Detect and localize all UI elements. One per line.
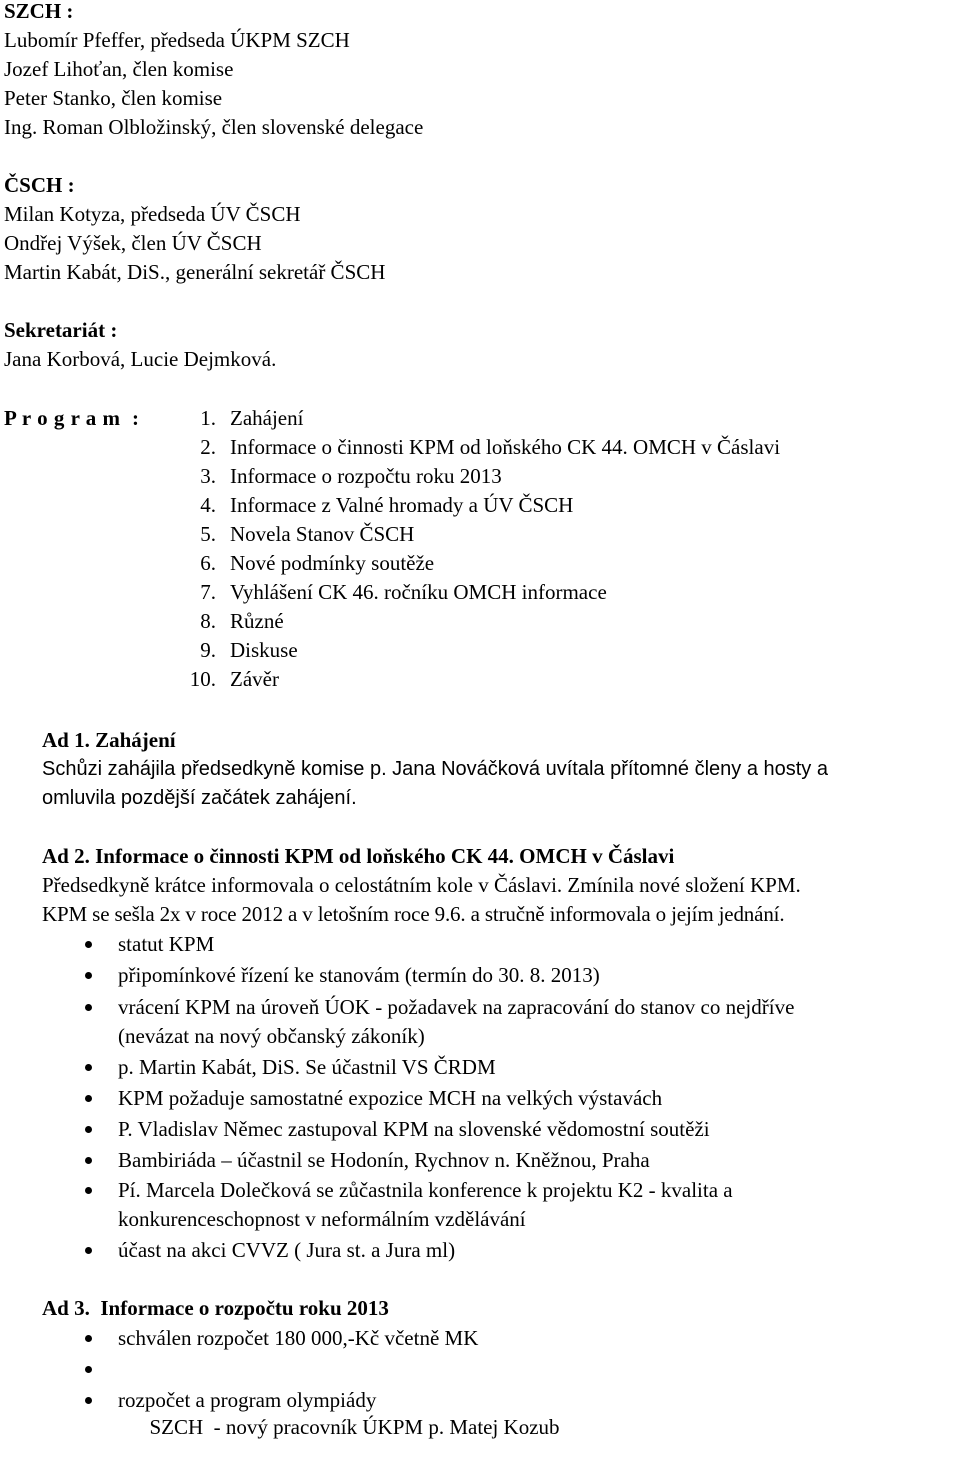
program-item-text: Zahájení	[230, 406, 304, 430]
ad2-paragraph-line: KPM se sešla 2x v roce 2012 a v letošním roce 9.6. a stručně informovala o jejím jednání.	[42, 902, 785, 926]
szch-member: Peter Stanko, člen komise	[4, 86, 223, 110]
program-item-text: Informace o rozpočtu roku 2013	[230, 464, 502, 488]
bullet-item	[118, 1236, 455, 1265]
bullet-text: SZCH - nový pracovník ÚKPM p. Matej Kozub	[149, 1415, 560, 1439]
bullet-icon	[85, 941, 92, 948]
program-item-number: 8.	[200, 609, 216, 633]
bullet-icon	[85, 1335, 92, 1342]
ad1-paragraph-line: omluvila pozdější začátek zahájení.	[42, 787, 357, 809]
szch-member: Lubomír Pfeffer, předseda ÚKPM SZCH	[4, 28, 350, 52]
csch-member: Martin Kabát, DiS., generální sekretář ČSCH	[4, 260, 386, 284]
program-item-number: 6.	[200, 551, 216, 575]
program-item-number: 9.	[200, 638, 216, 662]
program-item-text: Diskuse	[230, 638, 298, 662]
csch-member: Milan Kotyza, předseda ÚV ČSCH	[4, 202, 301, 226]
bullet-item	[118, 1115, 710, 1144]
bullet-icon	[85, 1366, 92, 1373]
bullet-icon	[85, 972, 92, 979]
bullet-text: účast na akci CVVZ ( Jura st. a Jura ml)	[118, 1238, 456, 1262]
bullet-item	[118, 1176, 733, 1205]
secretariat-heading: Sekretariát :	[4, 318, 118, 342]
bullet-text: p. Martin Kabát, DiS. Se účastnil VS ČRDM	[118, 1055, 496, 1079]
bullet-text: Pí. Marcela Dolečková se zůčastnila konference k projektu K2 - kvalita a	[118, 1178, 733, 1202]
program-item-text: Nové podmínky soutěže	[230, 551, 435, 575]
program-item-text: Závěr	[230, 667, 279, 691]
program-item-number: 7.	[200, 580, 216, 604]
bullet-item	[118, 1146, 650, 1175]
program-item-text: Vyhlášení CK 46. ročníku OMCH informace	[230, 580, 607, 604]
program-item-number: 5.	[200, 522, 216, 546]
program-label: P r o g r a m :	[4, 406, 140, 430]
bullet-icon	[85, 1095, 92, 1102]
program-item-number: 1.	[200, 406, 216, 430]
bullet-text-continuation: (nevázat na nový občanský zákoník)	[118, 1024, 425, 1048]
bullet-icon	[85, 1157, 92, 1164]
bullet-item	[118, 993, 794, 1022]
bullet-text: rozpočet a program olympiády	[118, 1388, 377, 1412]
bullet-text: P. Vladislav Němec zastupoval KPM na slovenské vědomostní soutěži	[118, 1117, 710, 1141]
bullet-icon	[85, 1187, 92, 1194]
ad1-heading: Ad 1. Zahájení	[42, 728, 176, 752]
bullet-text: KPM požaduje samostatné expozice MCH na velkých výstavách	[118, 1086, 663, 1110]
bullet-item	[118, 1084, 662, 1113]
bullet-item	[118, 1053, 496, 1082]
bullet-icon	[85, 1397, 92, 1404]
secretariat-members: Jana Korbová, Lucie Dejmková.	[4, 347, 277, 371]
program-item-number: 4.	[200, 493, 216, 517]
program-item-text: Novela Stanov ČSCH	[230, 522, 415, 546]
bullet-text-continuation: konkurenceschopnost v neformálním vzdělávání	[118, 1207, 526, 1231]
szch-heading: SZCH :	[4, 0, 74, 23]
bullet-icon	[85, 1004, 92, 1011]
csch-heading: ČSCH :	[4, 173, 75, 197]
bullet-icon	[85, 1247, 92, 1254]
bullet-text: statut KPM	[118, 932, 215, 956]
bullet-text: připomínkové řízení ke stanovám (termín do 30. 8. 2013)	[118, 963, 600, 987]
bullet-text: Bambiriáda – účastnil se Hodonín, Rychnov n. Kněžnou, Praha	[118, 1148, 650, 1172]
csch-member: Ondřej Výšek, člen ÚV ČSCH	[4, 231, 262, 255]
ad1-paragraph-line: Schůzi zahájila předsedkyně komise p. Jana Nováčková uvítala přítomné členy a hosty a	[42, 758, 828, 780]
szch-member: Ing. Roman Olbložinský, člen slovenské delegace	[4, 115, 424, 139]
bullet-item	[118, 1386, 376, 1415]
ad2-paragraph-line: Předsedkyně krátce informovala o celostátním kole v Čáslavi. Zmínila nové složení KPM.	[42, 873, 801, 897]
bullet-item	[118, 930, 214, 959]
program-item-text: Různé	[230, 609, 284, 633]
bullet-text: vrácení KPM na úroveň ÚOK - požadavek na zapracování do stanov co nejdříve	[118, 995, 795, 1019]
bullet-item	[118, 961, 600, 990]
bullet-icon	[85, 1126, 92, 1133]
program-item-text: Informace z Valné hromady a ÚV ČSCH	[230, 493, 574, 517]
bullet-item	[118, 1324, 478, 1353]
program-item-number: 10.	[189, 667, 216, 691]
ad2-heading: Ad 2. Informace o činnosti KPM od loňského CK 44. OMCH v Čáslavi	[42, 844, 675, 868]
program-item-text: Informace o činnosti KPM od loňského CK 44. OMCH v Čáslavi	[230, 435, 781, 459]
program-item-number: 3.	[200, 464, 216, 488]
ad3-heading: Ad 3. Informace o rozpočtu roku 2013	[42, 1296, 389, 1320]
bullet-icon	[85, 1064, 92, 1071]
bullet-text: schválen rozpočet 180 000,-Kč včetně MK	[118, 1326, 479, 1350]
program-item-number: 2.	[200, 435, 216, 459]
szch-member: Jozef Lihoťan, člen komise	[4, 57, 234, 81]
